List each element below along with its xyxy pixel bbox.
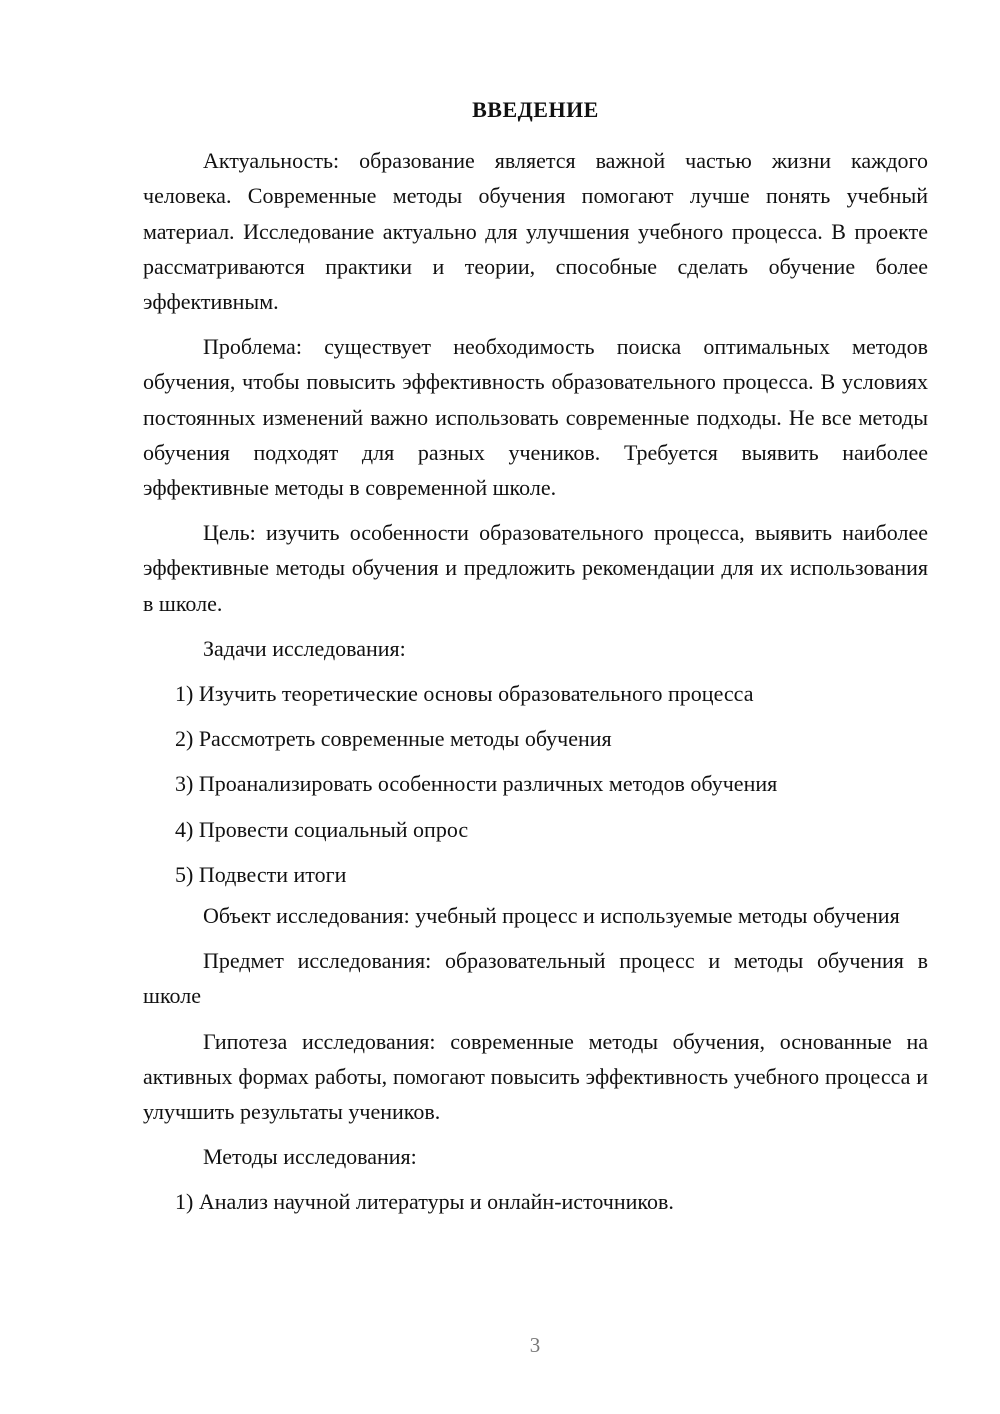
relevance-paragraph: Актуальность: образование является важной частью жизни каждого человека. Современные методы обучения помогают лучше понять учебный материал. Исследование актуально для улучшения учебного процесса. В проекте рассматриваются практики и теории, способные сделать обучение более эффективным. [143,148,928,315]
task-item-3: 3) Проанализировать особенности различных методов обучения [175,771,778,797]
method-item-1: 1) Анализ научной литературы и онлайн-источников. [175,1189,674,1215]
methods-title: Методы исследования: [203,1144,417,1170]
subject-paragraph: Предмет исследования: образовательный процесс и методы обучения в школе [143,948,928,1009]
task-item-5: 5) Подвести итоги [175,861,347,887]
task-item-1: 1) Изучить теоретические основы образовательного процесса [175,681,754,707]
tasks-title: Задачи исследования: [203,635,406,661]
page-heading: ВВЕДЕНИЕ [472,97,599,122]
page-number: 3 [529,1333,541,1357]
goal-paragraph: Цель: изучить особенности образовательного процесса, выявить наиболее эффективные методы обучения и предложить рекомендации для их использования в школе. [143,520,928,616]
object-paragraph: Объект исследования: учебный процесс и используемые методы обучения [203,903,900,929]
page-content [143,92,928,1230]
task-item-2: 2) Рассмотреть современные методы обучения [175,726,612,752]
problem-paragraph: Проблема: существует необходимость поиска оптимальных методов обучения, чтобы повысить эффективность образовательного процесса. В условиях постоянных изменений важно использовать современные подходы. Не все методы обучения подходят для разных учеников. Требуется выявить наиболее эффективные методы в современной школе. [143,334,928,501]
task-item-4: 4) Провести социальный опрос [175,816,469,842]
hypothesis-paragraph: Гипотеза исследования: современные методы обучения, основанные на активных формах работы, помогают повысить эффективность учебного процесса и улучшить результаты учеников. [143,1028,928,1125]
